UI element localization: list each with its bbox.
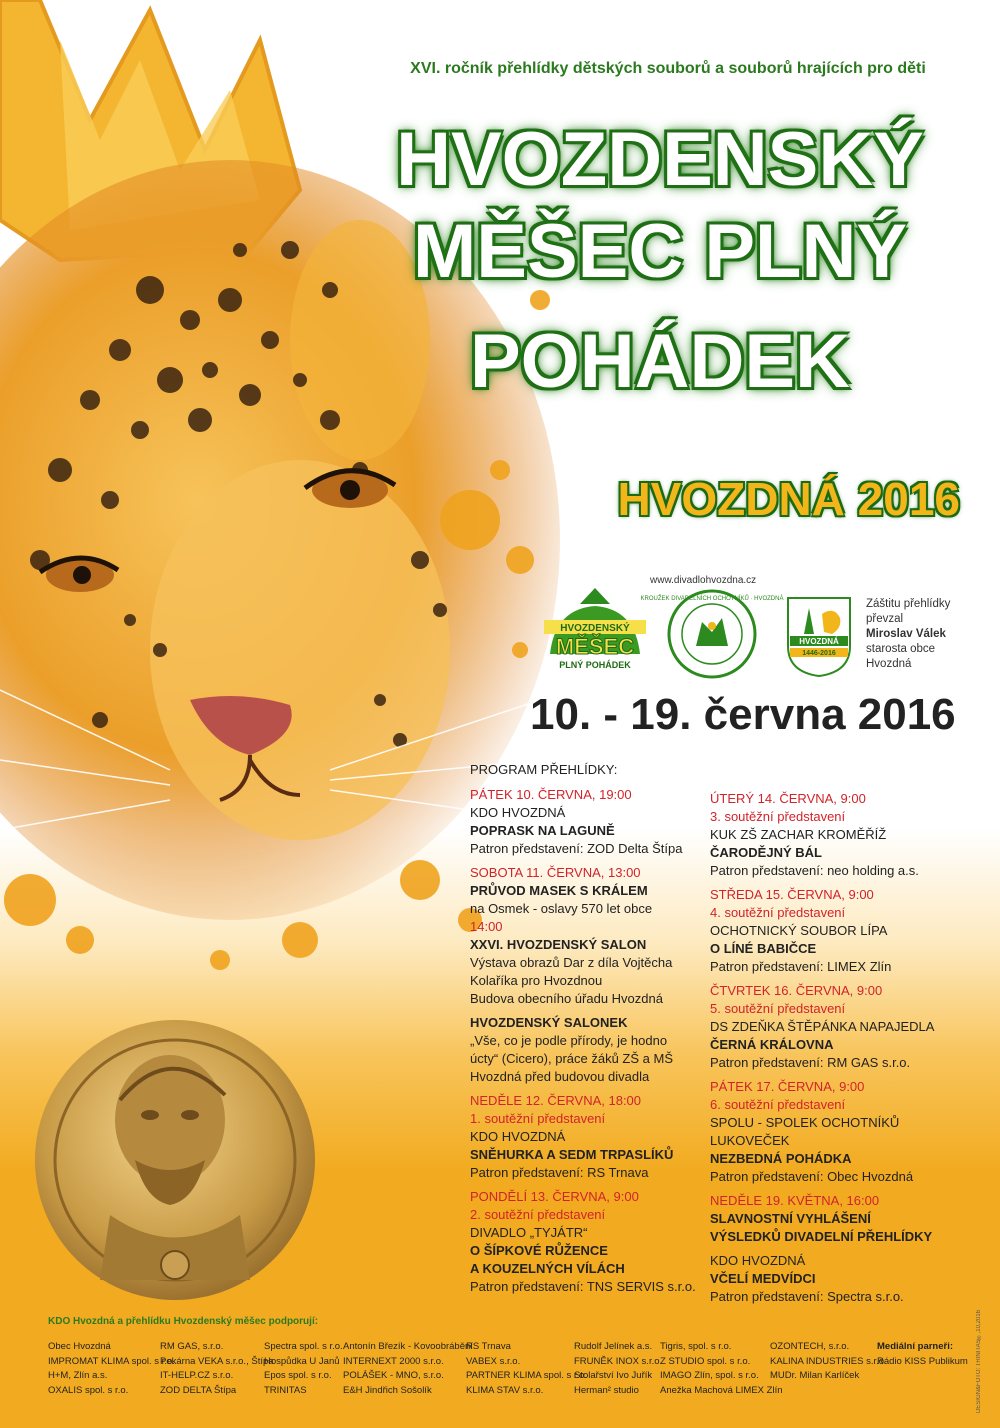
sponsor-name: Spectra spol. s r.o. (264, 1341, 343, 1352)
sponsor-name: Mediální parneři: (877, 1341, 954, 1352)
sponsor-name: PARTNER KLIMA spol. s r.o. (466, 1370, 588, 1381)
festival-dates: 10. - 19. června 2016 (530, 690, 956, 739)
program-text-line: KDO HVOZDNÁ (710, 1253, 806, 1268)
program-left-column (470, 786, 705, 1296)
program-text-line: Kolaříka pro Hvozdnou (470, 973, 603, 988)
program-date-line: PONDĚLÍ 13. ČERVNA, 9:00 (470, 1189, 639, 1204)
sponsor-name: POLÁŠEK - MNO, s.r.o. (343, 1370, 444, 1381)
sponsor-name: ZOD DELTA Štípa (160, 1384, 237, 1396)
sponsor-name: VABEX s.r.o. (466, 1355, 521, 1367)
program-date-line: PÁTEK 17. ČERVNA, 9:00 (710, 1079, 865, 1094)
program-date-line: 1. soutěžní představení (470, 1111, 606, 1126)
crest-name: HVOZDNÁ (799, 637, 839, 646)
sponsor-column (466, 1340, 587, 1398)
program-date-line: 5. soutěžní představení (710, 1001, 846, 1016)
sponsor-column (48, 1340, 175, 1398)
sponsor-name: Epos spol. s r.o. (264, 1370, 332, 1381)
program-title-line: HVOZDENSKÝ SALONEK (470, 1015, 628, 1030)
edition-title: HVOZDNÁ 2016 (617, 473, 960, 525)
mesec-logo-bottom-text: PLNÝ POHÁDEK (559, 660, 631, 670)
sponsor-name: IT-HELP.CZ s.r.o. (160, 1370, 234, 1381)
program-text-line: Patron představení: RM GAS s.r.o. (710, 1055, 911, 1070)
program-title-line: ČERNÁ KRÁLOVNA (710, 1037, 834, 1052)
program-title-line: POPRASK NA LAGUNĚ (470, 823, 615, 838)
sponsor-column (574, 1340, 662, 1398)
shakespeare-medal (35, 1020, 315, 1300)
sponsor-name: MUDr. Milan Karlíček (770, 1370, 860, 1381)
program-date-line: STŘEDA 15. ČERVNA, 9:00 (710, 887, 874, 902)
sponsor-name: IMPROMAT KLIMA spol. s r.o. (48, 1355, 175, 1367)
sponsor-name: Rádio KISS Publikum (877, 1355, 968, 1367)
sponsor-column (264, 1340, 343, 1398)
program-heading: PROGRAM PŘEHLÍDKY: (470, 762, 618, 777)
sponsor-name: Pekárna VEKA s.r.o., Štípa (160, 1355, 274, 1367)
crest-years: 1446-2016 (802, 650, 836, 657)
krouzek-logo (640, 588, 784, 680)
sponsor-name: Tigris, spol. s r.o. (660, 1341, 732, 1352)
sponsor-name: RS Trnava (466, 1341, 511, 1352)
program-date-line: 2. soutěžní představení (470, 1207, 606, 1222)
sponsor-name: KLIMA STAV s.r.o. (466, 1384, 544, 1396)
program-date-line: ÚTERÝ 14. ČERVNA, 9:00 (710, 791, 866, 806)
program-text-line: DS ZDEŇKA ŠTĚPÁNKA NAPAJEDLA (710, 1019, 935, 1034)
program-text-line: Patron představení: ZOD Delta Štípa (470, 841, 683, 856)
sponsor-name: OXALIS spol. s r.o. (48, 1384, 129, 1396)
program-text-line: KUK ZŠ ZACHAR KROMĚŘÍŽ (710, 827, 887, 842)
sponsor-name: TRINITAS (264, 1384, 307, 1396)
program-text-line: na Osmek - oslavy 570 let obce (470, 901, 653, 916)
mesec-logo-main-text: MĚŠEC (555, 634, 635, 659)
sponsor-column (160, 1340, 274, 1398)
mesec-logo-top-text: HVOZDENSKÝ (560, 623, 630, 634)
sponsor-name: Rudolf Jelínek a.s. (574, 1341, 653, 1352)
program-text-line: úcty“ (Cicero), práce žáků ZŠ a MŠ (470, 1051, 673, 1066)
program-title-line: O ŠÍPKOVÉ RŮŽENCE (470, 1243, 608, 1258)
program-text-line: LUKOVEČEK (710, 1133, 790, 1148)
program-text-line: Patron představení: TNS SERVIS s.r.o. (470, 1279, 696, 1294)
program-date-line: 4. soutěžní představení (710, 905, 846, 920)
sponsor-name: Anežka Machová LIMEX Zlín (660, 1384, 783, 1396)
program-right-column (710, 790, 980, 1306)
design-credit: DESIGN&FOTO: TRINITAS®,10,2016 (976, 1310, 982, 1414)
program-title-line: O LÍNÉ BABIČCE (710, 941, 817, 956)
festival-subtitle: XVI. ročník přehlídky dětských souborů a souborů hrajících pro děti (410, 60, 926, 77)
program-text-line: KDO HVOZDNÁ (470, 805, 566, 820)
sponsor-name: OZONTECH, s.r.o. (770, 1341, 850, 1352)
sponsor-name: Obec Hvozdná (48, 1341, 111, 1352)
program-date-line: 6. soutěžní představení (710, 1097, 846, 1112)
program-text-line: OCHOTNICKÝ SOUBOR LÍPA (710, 923, 888, 938)
sponsor-name: Hospůdka U Janů (264, 1355, 340, 1367)
program-title-line: SLAVNOSTNÍ VYHLÁŠENÍ (710, 1211, 871, 1226)
program-date-line: NEDĚLE 12. ČERVNA, 18:00 (470, 1093, 642, 1108)
patronage-line-2: převzal (866, 613, 904, 625)
program-text-line: KDO HVOZDNÁ (470, 1129, 566, 1144)
krouzek-ring-text: KROUŽEK DIVADELNÍCH OCHOTNÍKŮ · HVOZDNÁ (640, 596, 784, 602)
sponsor-name: Z STUDIO spol. s r.o. (660, 1355, 751, 1367)
program-date-line: 3. soutěžní představení (710, 809, 846, 824)
program-text-line: Patron představení: neo holding a.s. (710, 863, 919, 878)
program-text-line: DIVADLO „TYJÁTR“ (470, 1225, 588, 1240)
program-text-line: Patron představení: LIMEX Zlín (710, 959, 892, 974)
program-title-line: PRŮVOD MASEK S KRÁLEM (470, 883, 648, 898)
sponsor-column (343, 1340, 473, 1398)
patronage-name: Miroslav Válek (866, 628, 946, 640)
program-date-line: 14:00 (470, 919, 503, 934)
sponsor-name: H+M, Zlín a.s. (48, 1370, 108, 1381)
sponsors-heading: KDO Hvozdná a přehlídku Hvozdenský měšec podporují: (48, 1316, 319, 1327)
program-date-line: PÁTEK 10. ČERVNA, 19:00 (470, 787, 632, 802)
program-title-line: NEZBEDNÁ POHÁDKA (710, 1151, 852, 1166)
program-date-line: NEDĚLE 19. KVĚTNA, 16:00 (710, 1193, 880, 1208)
sponsor-name: KALINA INDUSTRIES s.r.o. (770, 1355, 887, 1367)
sponsor-name: Antonín Březík - Kovoobrábění (343, 1341, 473, 1352)
program-date-line: ČTVRTEK 16. ČERVNA, 9:00 (710, 983, 883, 998)
program-title-line: ČARODĚJNÝ BÁL (710, 845, 822, 860)
program-text-line: Patron představení: RS Trnava (470, 1165, 649, 1180)
sponsor-name: Stolařství Ivo Juřík (574, 1370, 653, 1381)
program-title-line: XXVI. HVOZDENSKÝ SALON (470, 937, 647, 952)
program-text-line: Patron představení: Obec Hvozdná (710, 1169, 914, 1184)
program-text-line: Budova obecního úřadu Hvozdná (470, 991, 663, 1006)
program-title-line: SNĚHURKA A SEDM TRPASLÍKŮ (470, 1147, 674, 1162)
patronage-line-4: Hvozdná (866, 658, 912, 670)
patronage-line-3: starosta obce (866, 643, 936, 655)
sponsor-name: INTERNEXT 2000 s.r.o. (343, 1355, 444, 1367)
sponsor-name: Herman² studio (574, 1384, 639, 1396)
sponsor-name: E&H Jindřich Sošolík (343, 1384, 432, 1396)
program-title-line: VÝSLEDKŮ DIVADELNÍ PŘEHLÍDKY (710, 1229, 933, 1244)
program-text-line: Výstava obrazů Dar z díla Vojtěcha (470, 955, 673, 970)
sponsor-name: IMAGO Zlín, spol. s r.o. (660, 1370, 759, 1381)
program-title-line: VČELÍ MEDVÍDCI (710, 1271, 816, 1286)
program-title-line: A KOUZELNÝCH VÍLÁCH (470, 1261, 625, 1276)
title-line-3: POHÁDEK (469, 319, 851, 404)
title-line-1: HVOZDENSKÝ (396, 117, 924, 202)
patronage-block (866, 597, 996, 672)
sponsor-name: FRUNĚK INOX s.r.o. (574, 1355, 663, 1367)
sponsor-column (770, 1340, 887, 1384)
program-text-line: Hvozdná před budovou divadla (470, 1069, 650, 1084)
program-date-line: SOBOTA 11. ČERVNA, 13:00 (470, 865, 641, 880)
website-link[interactable]: www.divadlohvozdna.cz (650, 575, 757, 586)
patronage-line-1: Záštitu přehlídky (866, 598, 951, 610)
sponsor-column (877, 1340, 968, 1369)
program-text-line: „Vše, co je podle přírody, je hodno (470, 1033, 668, 1048)
title-line-2: MĚŠEC PLNÝ (412, 209, 908, 294)
program-text-line: Patron představení: Spectra s.r.o. (710, 1289, 904, 1304)
sponsor-column (660, 1340, 783, 1398)
mesec-logo (540, 584, 650, 674)
hvozdna-crest-logo (784, 594, 854, 678)
program-text-line: SPOLU - SPOLEK OCHOTNÍKŮ (710, 1115, 900, 1130)
sponsor-name: RM GAS, s.r.o. (160, 1341, 224, 1352)
